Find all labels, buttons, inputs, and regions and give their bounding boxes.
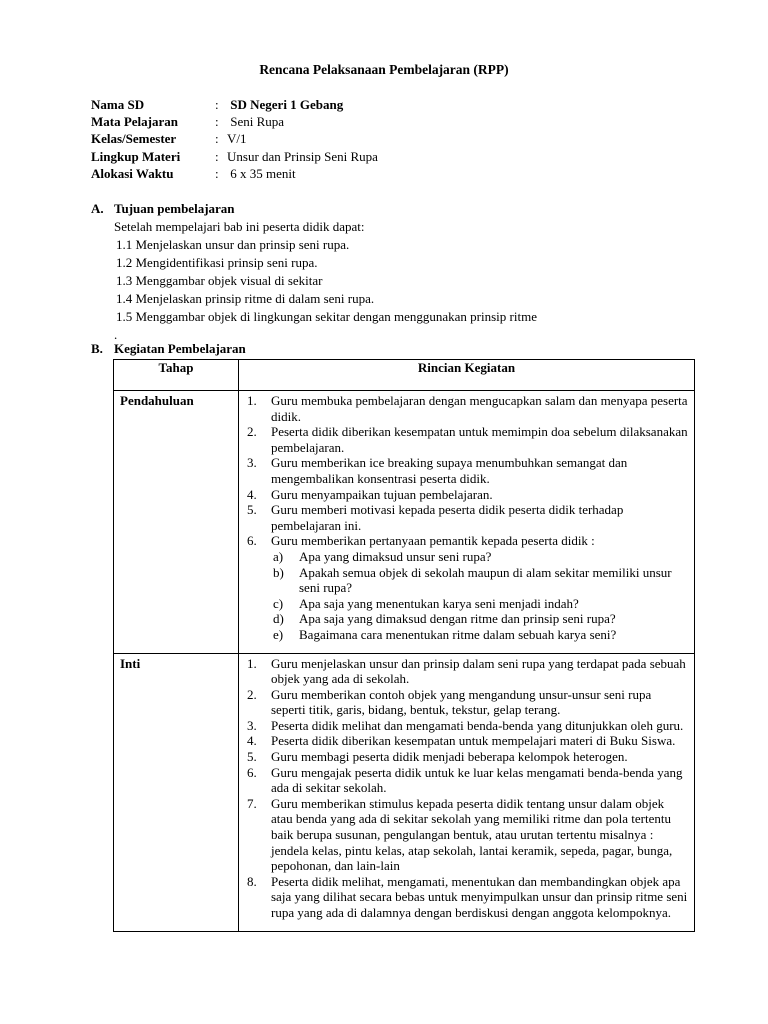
list-item bbox=[245, 687, 688, 718]
section-letter: A. bbox=[91, 201, 104, 216]
step-text: Guru menyampaikan tujuan pembelajaran. bbox=[271, 486, 493, 502]
list-item bbox=[245, 393, 688, 424]
goal-item: 1.2 Mengidentifikasi prinsip seni rupa. bbox=[116, 255, 318, 270]
question-text: Apakah semua objek di sekolah maupun di alam sekitar memiliki unsur seni rupa? bbox=[299, 564, 672, 596]
step-number: 1. bbox=[247, 393, 257, 408]
identity-block bbox=[91, 97, 378, 183]
info-row-time bbox=[91, 166, 378, 183]
info-row-class-semester bbox=[91, 131, 378, 148]
question-marker: c) bbox=[273, 595, 284, 611]
question-item bbox=[271, 627, 688, 643]
section-b-heading bbox=[91, 341, 246, 357]
question-text: Apa yang dimaksud unsur seni rupa? bbox=[299, 548, 492, 564]
question-item bbox=[271, 565, 688, 596]
step-text: Guru membuka pembelajaran dengan mengucapkan salam dan menyapa peserta didik. bbox=[271, 393, 688, 424]
question-text: Bagaimana cara menentukan ritme dalam sebuah karya seni? bbox=[299, 626, 617, 642]
list-item bbox=[245, 455, 688, 486]
list-item bbox=[245, 733, 688, 749]
step-number: 5. bbox=[247, 749, 257, 765]
step-text: Guru memberikan pertanyaan pemantik kepada peserta didik : bbox=[271, 533, 595, 549]
goal-trailing-mark: . bbox=[114, 327, 118, 342]
info-label: Mata Pelajaran bbox=[91, 114, 179, 130]
list-item bbox=[245, 502, 688, 533]
list-item bbox=[245, 533, 688, 642]
step-text: Guru memberi motivasi kepada peserta didik peserta didik terhadap pembelajaran ini. bbox=[271, 502, 624, 533]
list-item bbox=[245, 718, 688, 734]
step-text: Guru membagi peserta didik menjadi beberapa kelompok heterogen. bbox=[271, 749, 628, 765]
table-row-inti bbox=[114, 653, 695, 931]
info-separator: : bbox=[215, 165, 219, 181]
info-separator: : bbox=[215, 148, 219, 164]
stage-cell: Inti bbox=[114, 653, 239, 931]
question-marker: e) bbox=[273, 626, 284, 642]
question-item bbox=[271, 611, 688, 627]
info-separator: : bbox=[215, 131, 219, 147]
step-text: Peserta didik melihat, mengamati, menentukan dan membandingkan objek apa saja yang dilihat secara bebas untuk menyimpulkan unsur dan prinsip ritme seni rupa yang ada di dalamnya dengan berdiskusi dengan anggota kelompoknya. bbox=[271, 873, 688, 920]
question-marker: a) bbox=[273, 548, 284, 564]
step-number: 8. bbox=[247, 873, 257, 889]
details-cell bbox=[239, 653, 695, 931]
list-item bbox=[245, 487, 688, 503]
section-letter: B. bbox=[91, 341, 103, 356]
question-text: Apa saja yang menentukan karya seni menjadi indah? bbox=[299, 595, 579, 611]
header-details: Rincian Kegiatan bbox=[239, 360, 695, 391]
step-number: 6. bbox=[247, 764, 257, 780]
step-number: 1. bbox=[247, 655, 257, 671]
step-text: Guru memberikan stimulus kepada peserta didik tentang unsur dalam objek atau benda yang ada di sekitar sekolah yang memiliki ritme dan pola tertentu baik berupa susunan, pengulangan bentuk, atau urutan tertentu misalnya : jendela kelas, pintu kelas, atap sekolah, lantai keramik, sepeda, pagar, bunga, pepohonan, dan lain-lain bbox=[271, 795, 673, 874]
step-number: 2. bbox=[247, 424, 257, 440]
question-marker: b) bbox=[273, 564, 284, 580]
step-text: Peserta didik diberikan kesempatan untuk mempelajari materi di Buku Siswa. bbox=[271, 733, 676, 749]
list-item bbox=[245, 424, 688, 455]
step-number: 3. bbox=[247, 717, 257, 733]
info-row-school bbox=[91, 97, 378, 114]
info-value: V/1 bbox=[227, 131, 247, 147]
info-value: SD Negeri 1 Gebang bbox=[227, 97, 344, 112]
goals-intro: Setelah mempelajari bab ini peserta didik dapat: bbox=[114, 219, 365, 234]
step-number: 4. bbox=[247, 486, 257, 502]
info-value: 6 x 35 menit bbox=[227, 165, 296, 181]
info-value: Unsur dan Prinsip Seni Rupa bbox=[227, 148, 378, 164]
step-number: 3. bbox=[247, 455, 257, 471]
step-text: Peserta didik diberikan kesempatan untuk memimpin doa sebelum dilaksanakan pembelajaran. bbox=[271, 424, 688, 455]
list-item bbox=[245, 796, 688, 874]
question-item bbox=[271, 549, 688, 565]
document-title: Rencana Pelaksanaan Pembelajaran (RPP) bbox=[259, 62, 509, 77]
step-number: 7. bbox=[247, 795, 257, 811]
header-stage: Tahap bbox=[114, 360, 239, 391]
goal-item: 1.4 Menjelaskan prinsip ritme di dalam seni rupa. bbox=[116, 291, 375, 306]
table-row-pendahuluan bbox=[114, 391, 695, 654]
info-separator: : bbox=[215, 97, 219, 112]
section-title: Tujuan pembelajaran bbox=[114, 201, 235, 216]
goal-item: 1.5 Menggambar objek di lingkungan sekitar dengan menggunakan prinsip ritme bbox=[116, 309, 537, 324]
step-text: Peserta didik melihat dan mengamati benda-benda yang ditunjukkan oleh guru. bbox=[271, 717, 684, 733]
step-number: 4. bbox=[247, 733, 257, 749]
question-list bbox=[271, 549, 688, 643]
learning-goals bbox=[114, 219, 537, 341]
info-label: Alokasi Waktu bbox=[91, 165, 174, 181]
step-text: Guru menjelaskan unsur dan prinsip dalam seni rupa yang terdapat pada sebuah objek yang ada di sekolah. bbox=[271, 655, 686, 687]
info-value: Seni Rupa bbox=[227, 114, 285, 130]
step-text: Guru mengajak peserta didik untuk ke luar kelas mengamati benda-benda yang ada di sekitar sekolah. bbox=[271, 764, 683, 796]
list-item bbox=[245, 749, 688, 765]
info-label: Kelas/Semester bbox=[91, 131, 177, 147]
step-text: Guru memberikan contoh objek yang mengandung unsur-unsur seni rupa seperti titik, garis, bidang, bentuk, tekstur, gelap terang. bbox=[271, 686, 652, 718]
list-item bbox=[245, 656, 688, 687]
section-a-heading bbox=[91, 201, 235, 217]
table-header-row bbox=[114, 360, 695, 391]
question-item bbox=[271, 596, 688, 612]
info-separator: : bbox=[215, 114, 219, 130]
activity-table bbox=[113, 359, 695, 932]
details-cell bbox=[239, 391, 695, 654]
info-row-subject bbox=[91, 114, 378, 131]
step-text: Guru memberikan ice breaking supaya menumbuhkan semangat dan mengembalikan konsentrasi peserta didik. bbox=[271, 455, 628, 486]
section-title: Kegiatan Pembelajaran bbox=[114, 341, 246, 356]
step-number: 5. bbox=[247, 502, 257, 518]
step-number: 6. bbox=[247, 533, 257, 549]
steps-list bbox=[245, 393, 688, 643]
info-row-scope bbox=[91, 149, 378, 166]
step-number: 2. bbox=[247, 686, 257, 702]
stage-cell: Pendahuluan bbox=[114, 391, 239, 654]
goal-item: 1.3 Menggambar objek visual di sekitar bbox=[116, 273, 323, 288]
question-text: Apa saja yang dimaksud dengan ritme dan prinsip seni rupa? bbox=[299, 611, 616, 627]
question-marker: d) bbox=[273, 611, 284, 627]
info-label: Lingkup Materi bbox=[91, 148, 181, 164]
list-item bbox=[245, 874, 688, 921]
list-item bbox=[245, 765, 688, 796]
info-label: Nama SD bbox=[91, 97, 145, 112]
goal-item: 1.1 Menjelaskan unsur dan prinsip seni rupa. bbox=[116, 237, 350, 252]
steps-list bbox=[245, 656, 688, 921]
